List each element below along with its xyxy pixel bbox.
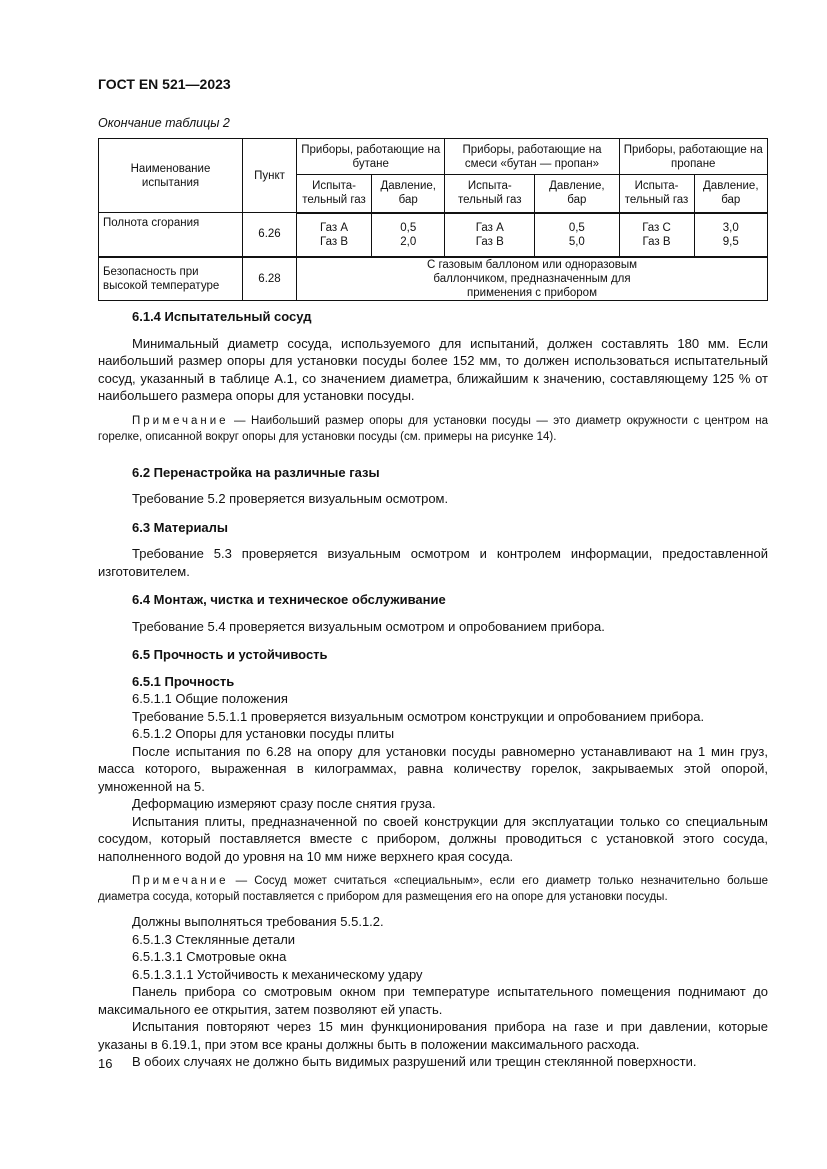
note-text: — Сосуд может считаться «специальным», если его диаметр только незначительно больше диаметра сосуда, который поставляется с прибором для размещения его на опоре для установки посуды. bbox=[98, 875, 768, 903]
paragraph: Требование 5.4 проверяется визуальным осмотром и опробованием прибора. bbox=[132, 618, 605, 634]
note-text: — Наибольший размер опоры для установки посуды — это диаметр окружности с центром на горелке, описанной вокруг опоры для установки посуды (см. примеры на рисунке 14). bbox=[98, 414, 768, 443]
col-header-name: Наименование испытания bbox=[99, 139, 243, 213]
document-body bbox=[98, 308, 768, 1071]
paragraph: Требование 5.5.1.1 проверяется визуальным осмотром конструкции и опробованием прибора. bbox=[132, 708, 705, 724]
cell: 0,5 2,0 bbox=[372, 213, 445, 257]
table-row bbox=[99, 213, 768, 257]
cell: Газ С Газ В bbox=[619, 213, 694, 257]
note-label: Примечание bbox=[132, 875, 229, 887]
paragraph: Минимальный диаметр сосуда, используемого для испытаний, должен составлять 180 мм. Если наибольший размер опоры для установки посуды более 152 мм, то должен использоваться испытательный сосуд, указанный в таблице А.1, со значением диаметра, ближайшим к значению, составляющему 125 % от наибольшего размера опоры для установки посуды. bbox=[98, 335, 768, 403]
gas-table bbox=[98, 138, 768, 301]
sub-header-gas: Испыта-тельный газ bbox=[297, 175, 372, 213]
merged-cell: С газовым баллоном или одноразовым баллончиком, предназначенным для применения с прибором bbox=[297, 257, 768, 301]
row-item: 6.26 bbox=[243, 213, 297, 257]
sub-header-gas: Испыта-тельный газ bbox=[619, 175, 694, 213]
page-number: 16 bbox=[98, 1056, 113, 1071]
paragraph: 6.5.1.3 Стеклянные детали bbox=[132, 931, 296, 947]
paragraph: Деформацию измеряют сразу после снятия груза. bbox=[132, 796, 436, 811]
col-header-item: Пункт bbox=[243, 139, 297, 213]
paragraph: 6.5.1.1 Общие положения bbox=[132, 691, 288, 706]
note bbox=[98, 873, 768, 905]
section-heading: 6.1.4 Испытательный сосуд bbox=[132, 309, 312, 324]
group-header: Приборы, работающие на смеси «бутан — пропан» bbox=[445, 139, 619, 175]
paragraph: Панель прибора со смотровым окном при температуре испытательного помещения поднимают до максимального ее открытия, затем позволяют ей упасть. bbox=[98, 984, 768, 1017]
paragraph: Должны выполняться требования 5.5.1.2. bbox=[132, 914, 384, 929]
paragraph: 6.5.1.3.1.1 Устойчивость к механическому удару bbox=[132, 966, 423, 982]
table-row bbox=[99, 257, 768, 301]
sub-header-pressure: Давление, бар bbox=[372, 175, 445, 213]
paragraph: Требование 5.3 проверяется визуальным осмотром и контролем информации, предоставленной изготовителем. bbox=[98, 546, 768, 579]
note bbox=[98, 413, 768, 445]
group-header: Приборы, работающие на бутане bbox=[297, 139, 445, 175]
table-caption: Окончание таблицы 2 bbox=[98, 116, 230, 130]
paragraph: После испытания по 6.28 на опору для установки посуды равномерно устанавливают на 1 мин груз, масса которого, выраженная в килограммах, равна количеству горелок, закрываемых этой опорой, умноженной на 5. bbox=[98, 743, 768, 794]
section-heading: 6.2 Перенастройка на различные газы bbox=[132, 464, 380, 480]
row-name: Полнота сгорания bbox=[99, 213, 243, 257]
sub-header-pressure: Давление, бар bbox=[694, 175, 767, 213]
paragraph: Требование 5.2 проверяется визуальным осмотром. bbox=[132, 491, 449, 506]
section-heading: 6.4 Монтаж, чистка и техническое обслуживание bbox=[132, 592, 446, 607]
paragraph: В обоих случаях не должно быть видимых разрушений или трещин стеклянной поверхности. bbox=[132, 1054, 697, 1069]
cell: 3,0 9,5 bbox=[694, 213, 767, 257]
sub-header-gas: Испыта-тельный газ bbox=[445, 175, 535, 213]
group-header: Приборы, работающие на пропане bbox=[619, 139, 768, 175]
cell: Газ А Газ В bbox=[445, 213, 535, 257]
cell: Газ А Газ В bbox=[297, 213, 372, 257]
paragraph: Испытания плиты, предназначенной по своей конструкции для эксплуатации только со специальным сосудом, который поставляется вместе с прибором, должны проводиться с установкой этого сосуда, наполненного водой до уровня на 10 мм ниже верхнего края сосуда. bbox=[98, 813, 768, 864]
row-item: 6.28 bbox=[243, 257, 297, 301]
note-label: Примечание bbox=[132, 414, 229, 427]
row-name: Безопасность при высокой температуре bbox=[99, 257, 243, 301]
paragraph: 6.5.1.3.1 Смотровые окна bbox=[132, 949, 287, 964]
section-heading: 6.3 Материалы bbox=[132, 519, 229, 535]
paragraph: Испытания повторяют через 15 мин функционирования прибора на газе и при давлении, которые указаны в 6.19.1, при этом все краны должны быть в положении максимального расхода. bbox=[98, 1019, 768, 1052]
document-header: ГОСТ EN 521—2023 bbox=[98, 76, 231, 92]
cell: 0,5 5,0 bbox=[535, 213, 619, 257]
sub-header-pressure: Давление, бар bbox=[535, 175, 619, 213]
paragraph: 6.5.1.2 Опоры для установки посуды плиты bbox=[132, 726, 395, 741]
subsection-heading: 6.5.1 Прочность bbox=[132, 673, 235, 689]
section-heading: 6.5 Прочность и устойчивость bbox=[132, 647, 328, 662]
